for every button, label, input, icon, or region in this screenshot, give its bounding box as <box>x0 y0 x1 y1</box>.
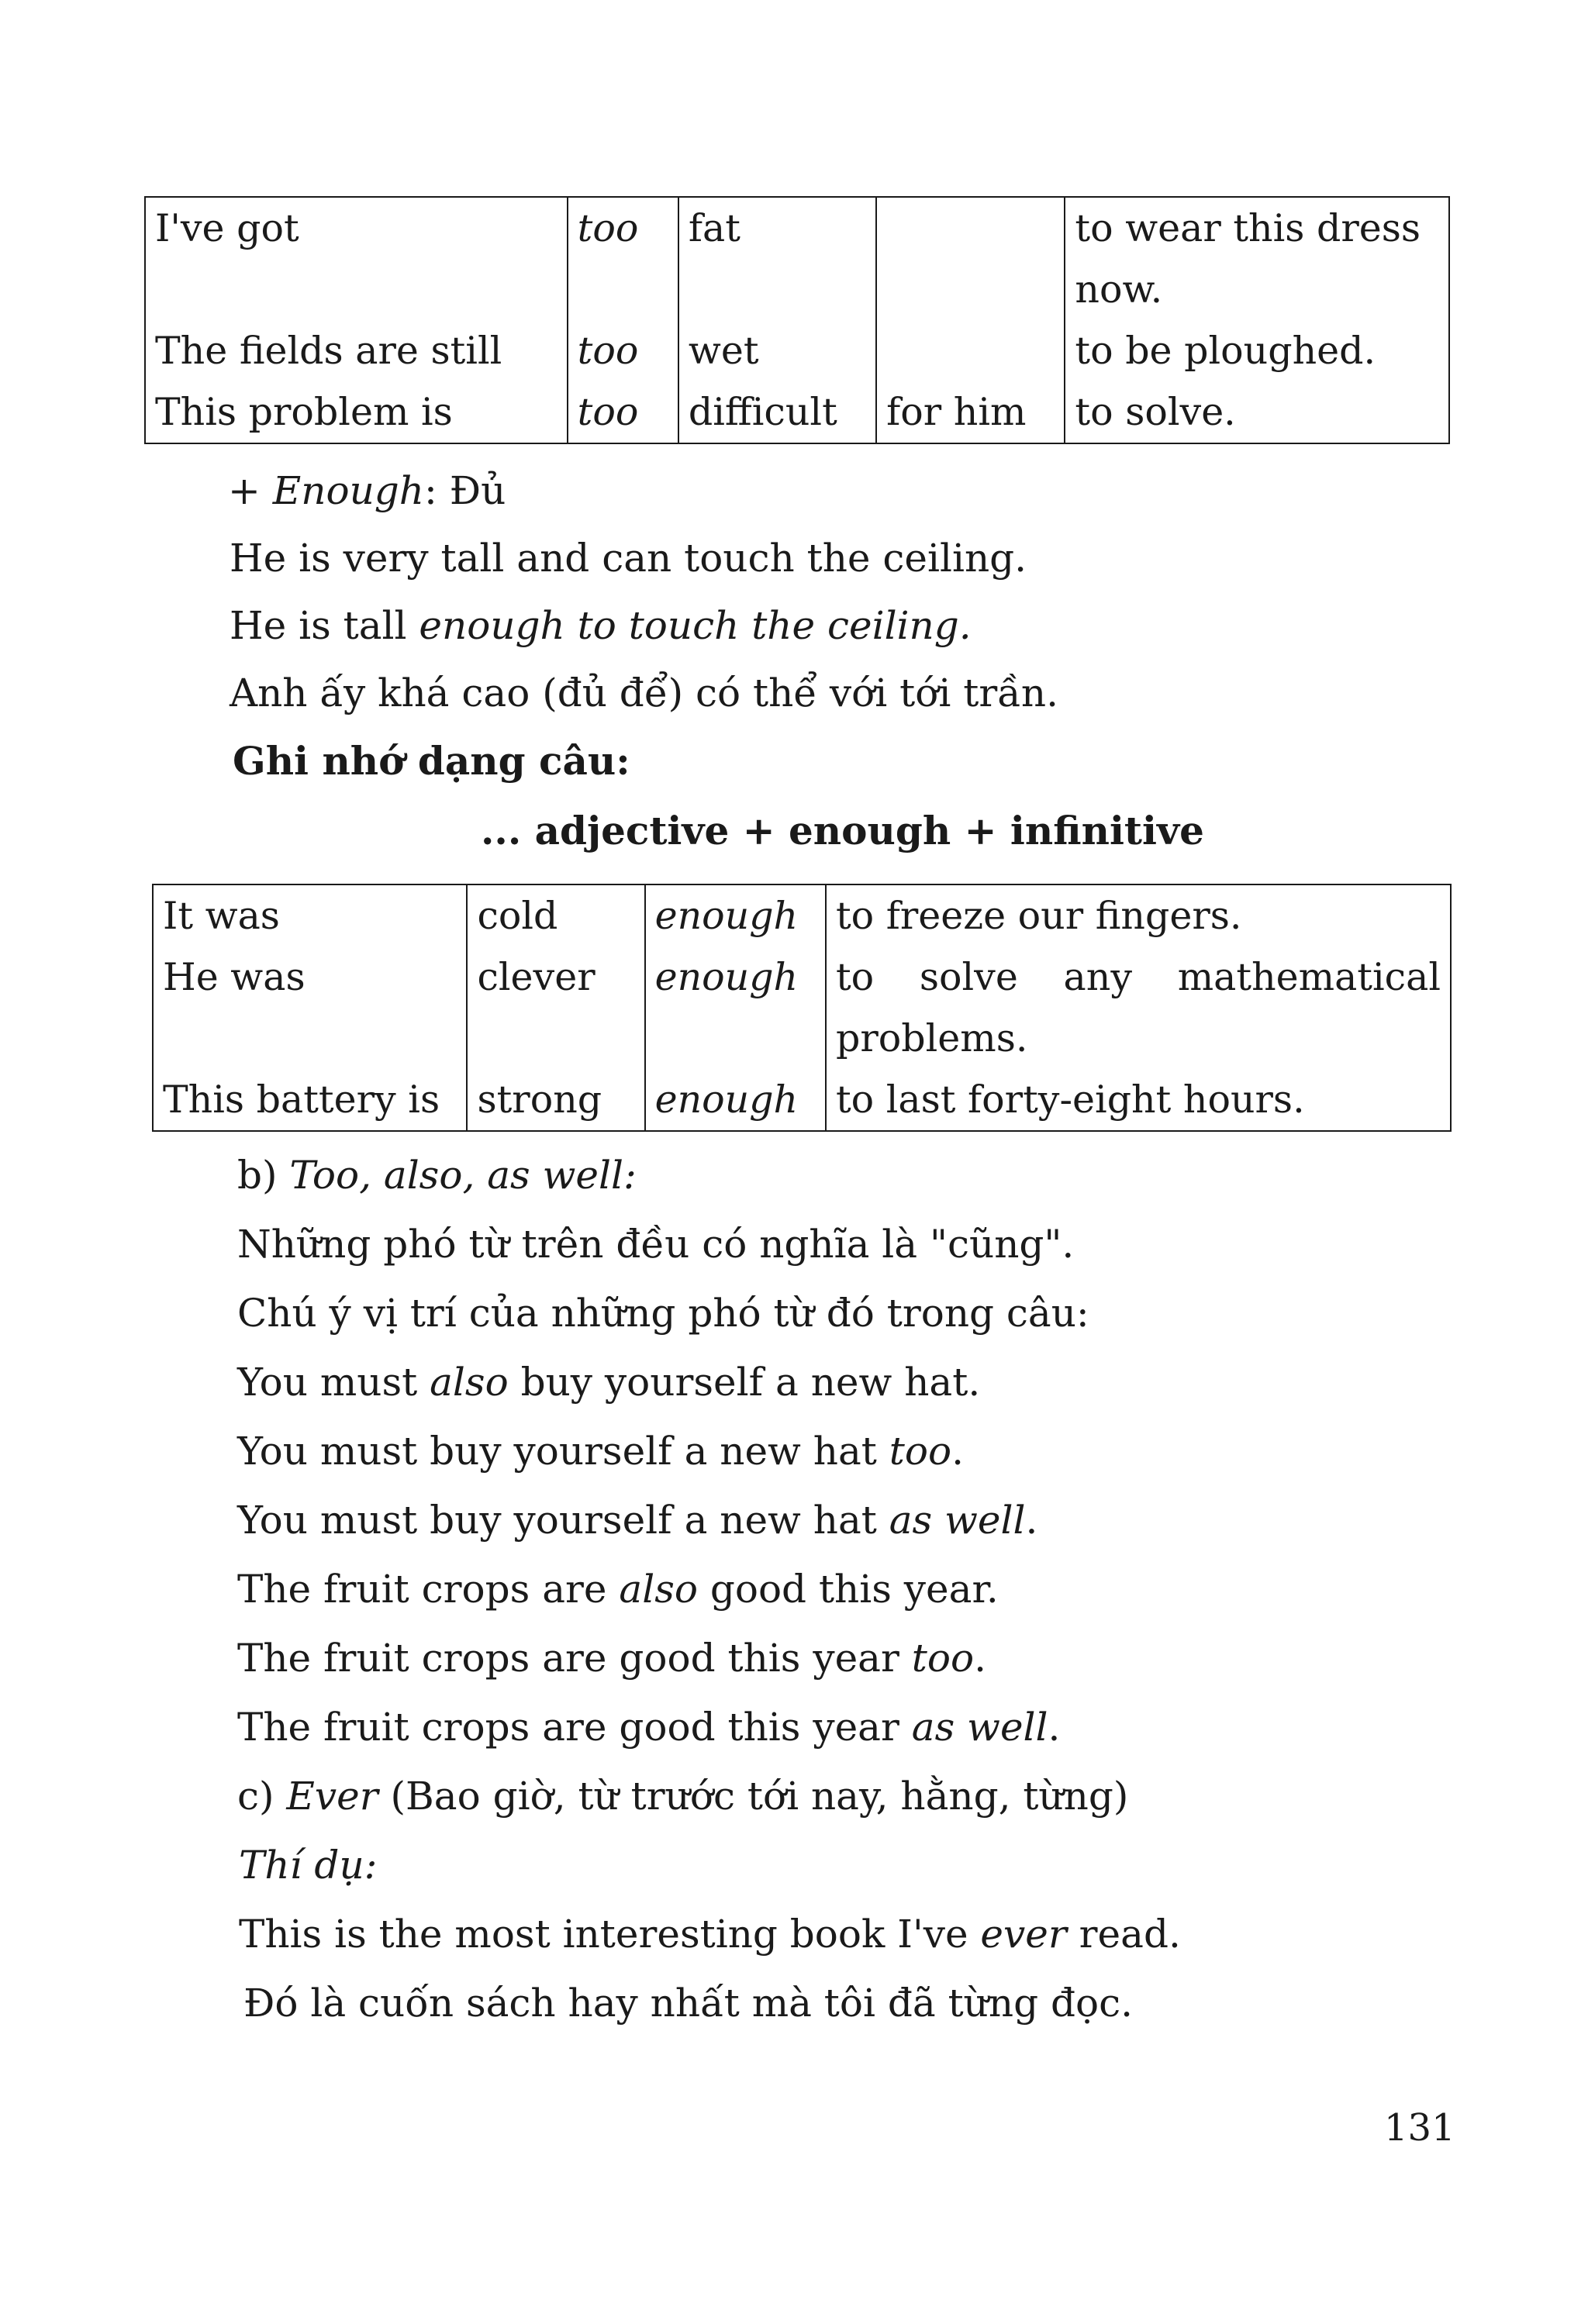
enough-examples-table <box>152 884 1452 1132</box>
section-b-meaning: Những phó từ trên đều có nghĩa là "cũng". <box>237 1222 1075 1267</box>
example-sentence: This is the most interesting book I've ever read. <box>239 1912 1181 1957</box>
example-sentence: The fruit crops are good this year as well. <box>237 1705 1061 1750</box>
example-sentence: You must also buy yourself a new hat. <box>237 1360 981 1405</box>
infinitive-cell: to freeze our fingers. to solve any mathematical problems. to last forty-eight hours. <box>826 884 1451 1131</box>
translation-sentence: Đó là cuốn sách hay nhất mà tôi đã từng đọc. <box>243 1981 1133 2026</box>
example-sentence: The fruit crops are good this year too. <box>237 1636 986 1681</box>
translation-sentence: Anh ấy khá cao (đủ để) có thể với tới trần. <box>230 671 1058 715</box>
for-whom-cell: for him <box>876 197 1065 443</box>
section-b-note: Chú ý vị trí của những phó từ đó trong câu: <box>237 1291 1089 1336</box>
infinitive-cell: to wear this dress now. to be ploughed. to solve. <box>1065 197 1449 443</box>
adjective-cell: cold clever strong <box>467 884 644 1131</box>
page-number: 131 <box>1384 2106 1455 2150</box>
adverb-cell: enough enough enough <box>645 884 826 1131</box>
section-c-heading: c) Ever (Bao giờ, từ trước tới nay, hằng, từng) <box>237 1774 1129 1819</box>
enough-heading: + Enough: Đủ <box>228 468 506 513</box>
too-examples-table <box>144 196 1450 444</box>
example-sentence: He is very tall and can touch the ceiling. <box>230 536 1027 581</box>
remember-heading: Ghi nhớ dạng câu: <box>233 738 630 784</box>
pattern-formula: ... adjective + enough + infinitive <box>481 808 1204 853</box>
example-sentence: He is tall enough to touch the ceiling. <box>230 603 972 648</box>
example-sentence: You must buy yourself a new hat as well. <box>237 1498 1038 1543</box>
table-row <box>153 884 1451 1131</box>
justified-line: to solve any mathematical <box>835 955 1441 999</box>
adjective-cell: fat wet difficult <box>678 197 876 443</box>
subject-cell: I've got The fields are still This problem is <box>145 197 568 443</box>
adverb-cell: too too too <box>568 197 678 443</box>
example-sentence: The fruit crops are also good this year. <box>237 1567 999 1612</box>
example-label: Thí dụ: <box>239 1843 378 1888</box>
subject-cell: It was He was This battery is <box>153 884 467 1131</box>
example-sentence: You must buy yourself a new hat too. <box>237 1429 964 1474</box>
section-b-heading: b) Too, also, as well: <box>237 1153 637 1198</box>
table-row <box>145 197 1449 443</box>
